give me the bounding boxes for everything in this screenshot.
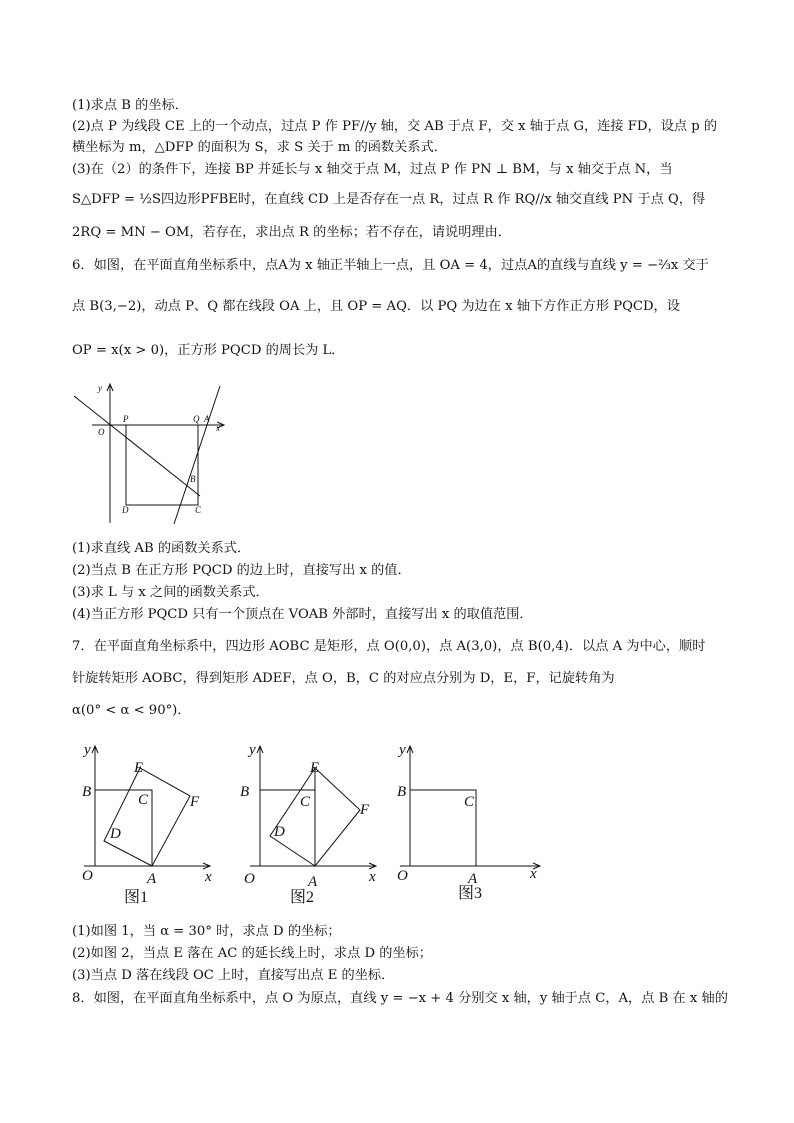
f2-label-x: x — [369, 869, 376, 885]
p6-question-3: (3)求 L 与 x 之间的函数关系式． — [72, 585, 269, 600]
p6-stem-line1: 6．如图，在平面直角坐标系中，点A为 x 轴正半轴上一点，且 OA = 4，过点A的直线与直线 y = −⅔x 交于 — [72, 258, 709, 273]
caption-fig3: 图3 — [458, 885, 483, 902]
label-y: y — [98, 383, 102, 393]
f2-label-c: C — [300, 794, 311, 810]
f1-label-x: x — [205, 869, 212, 885]
f3-label-a: A — [468, 871, 478, 887]
f1-label-c: C — [138, 792, 149, 808]
p7-question-1: (1)如图 1，当 α = 30° 时，求点 D 的坐标； — [72, 924, 341, 939]
line-ab — [174, 386, 220, 524]
f2-label-d: D — [274, 824, 285, 840]
p6-stem-line2: 点 B(3,−2)，动点 P、Q 都在线段 OA 上，且 OP = AQ．以 PQ 为边在 x 轴下方作正方形 PQCD，设 — [72, 299, 680, 314]
p7-question-2: (2)如图 2，当点 E 落在 AC 的延长线上时，求点 D 的坐标； — [72, 946, 432, 961]
p7-stem-line3: α(0° < α < 90°)． — [72, 703, 191, 718]
p6-figure — [72, 378, 232, 528]
f2-label-o: O — [244, 871, 255, 887]
f2-label-b: B — [240, 784, 250, 800]
f3-label-y: y — [399, 742, 406, 758]
label-d: D — [122, 505, 129, 515]
label-a: A — [204, 414, 210, 424]
p7-stem-line2: 针旋转矩形 AOBC，得到矩形 ADEF，点 O，B，C 的对应点分别为 D，E，F，记旋转角为 — [72, 671, 615, 686]
f1-label-f: F — [190, 794, 200, 810]
p5-question-1: (1)求点 B 的坐标． — [72, 98, 188, 113]
f2-label-e: E — [310, 760, 320, 776]
f1-label-b: B — [82, 784, 92, 800]
f1-label-o: O — [82, 868, 93, 884]
f2-label-a: A — [308, 874, 318, 890]
p5-question-3-line3: 2RQ = MN − OM，若存在，求出点 R 的坐标；若不存在，请说明理由． — [72, 225, 511, 240]
square-pqcd — [126, 425, 198, 505]
f3-label-c: C — [464, 794, 475, 810]
label-p: P — [123, 414, 129, 424]
p6-stem-line3: OP = x(x > 0)，正方形 PQCD 的周长为 L． — [72, 343, 345, 358]
f3-label-x: x — [530, 866, 537, 882]
label-c: C — [195, 505, 202, 515]
p5-question-3-line1: (3)在（2）的条件下，连接 BP 并延长与 x 轴交于点 M，过点 P 作 PN ⊥ BM，与 x 轴交于点 N，当 — [72, 162, 673, 177]
f2-label-f: F — [360, 802, 370, 818]
p6-question-1: (1)求直线 AB 的函数关系式． — [72, 541, 251, 556]
p5-question-2-line2: 横坐标为 m，△DFP 的面积为 S，求 S 关于 m 的函数关系式． — [72, 140, 447, 155]
p7-question-3: (3)当点 D 落在线段 OC 上时，直接写出点 E 的坐标． — [72, 968, 395, 983]
p5-question-3-line2: S△DFP = ½S四边形PFBE时，在直线 CD 上是否存在一点 R，过点 R 作 RQ//x 轴交直线 PN 于点 Q，得 — [72, 192, 706, 207]
label-x: x — [216, 423, 220, 433]
p6-question-2: (2)当点 B 在正方形 PQCD 的边上时，直接写出 x 的值． — [72, 563, 411, 578]
f1-label-d: D — [110, 826, 121, 842]
label-b: B — [190, 474, 196, 484]
label-o: O — [98, 427, 105, 437]
p7-stem-line1: 7．在平面直角坐标系中，四边形 AOBC 是矩形，点 O(0,0)，点 A(3,0)，点 B(0,4)．以点 A 为中心，顺时 — [72, 639, 706, 654]
f1-label-a: A — [147, 871, 157, 887]
p5-question-2-line1: (2)点 P 为线段 CE 上的一个动点，过点 P 作 PF//y 轴，交 AB 于点 F，交 x 轴于点 G，连接 FD，设点 p 的 — [72, 119, 718, 134]
label-q: Q — [193, 414, 200, 424]
f3-label-b: B — [397, 784, 407, 800]
p6-question-4: (4)当正方形 PQCD 只有一个顶点在 VOAB 外部时，直接写出 x 的取值范围． — [72, 607, 533, 622]
p7-figures — [72, 738, 552, 908]
f1-label-y: y — [84, 742, 91, 758]
caption-fig1: 图1 — [124, 889, 149, 906]
caption-fig2: 图2 — [290, 889, 315, 906]
f3-label-o: O — [397, 868, 408, 884]
f1-label-e: E — [134, 760, 144, 776]
line-ob — [74, 396, 200, 496]
p8-stem-line1: 8．如图，在平面直角坐标系中，点 O 为原点，直线 y = −x + 4 分别交 x 轴，y 轴于点 C，A，点 B 在 x 轴的 — [72, 991, 728, 1006]
f2-label-y: y — [249, 742, 256, 758]
